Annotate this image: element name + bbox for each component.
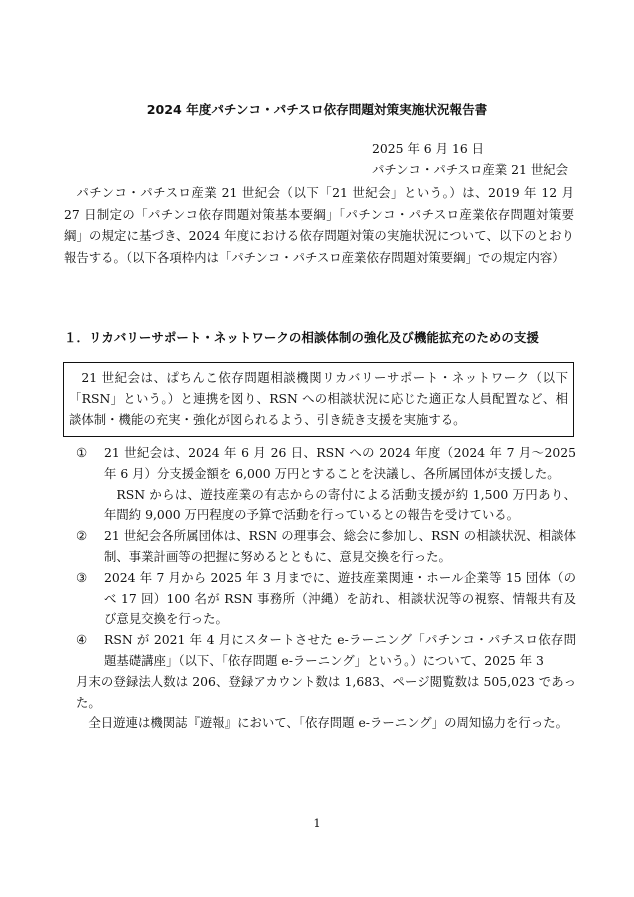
item-number: ④ — [76, 632, 88, 648]
item-number: ② — [76, 528, 88, 544]
guideline-box — [63, 362, 574, 437]
intro-paragraph: パチンコ・パチスロ産業 21 世紀会（以下「21 世紀会」という。）は、2019 年 12 月 27 日制定の「パチンコ依存問題対策基本要綱」「パチンコ・パチスロ産業依存問題対策要綱」の規定に基づき、2024 年度における依存問題対策の実施状況について、以下のとおり報告する。（以下各項枠内は「パチンコ・パチスロ産業依存問題対策要綱」での規定内容） — [64, 185, 574, 265]
guideline-text: 21 世紀会は、ぱちんこ依存問題相談機関リカバリーサポート・ネットワーク（以下「RSN」という。）と連携を図り、RSN への相談状況に応じた適正な人員配置など、相談体制・機能の充実・強化が図られるよう、引き続き支援を実施する。 — [69, 370, 568, 427]
section-1-heading: １．リカバリーサポート・ネットワークの相談体制の強化及び機能拡充のための支援 — [64, 330, 539, 345]
list-item — [76, 630, 576, 734]
list-item — [76, 526, 576, 568]
document-meta — [372, 138, 568, 180]
item-text: RSN が 2021 年 4 月にスタートさせた e-ラーニング「パチンコ・パチスロ依存問題基礎講座」（以下、「依存問題 e-ラーニング」という。）について、2025 年 3 — [104, 632, 576, 668]
implementation-list — [76, 443, 576, 734]
item-text: 21 世紀会各所属団体は、RSN の理事会、総会に参加し、RSN の相談状況、相談体制、事業計画等の把握に努めるとともに、意見交換を行った。 — [104, 528, 576, 564]
item-text: 21 世紀会は、2024 年 6 月 26 日、RSN への 2024 年度（2024 年 7 月～2025 年 6 月）分支援金額を 6,000 万円とすることを決議し、各所属団体が支援した。 — [104, 445, 576, 481]
item-continuation: RSN からは、遊技産業の有志からの寄付による活動支援が約 1,500 万円あり、年間約 9,000 万円程度の予算で活動を行っているとの報告を受けている。 — [104, 486, 576, 523]
organization-name: パチンコ・パチスロ産業 21 世紀会 — [372, 162, 568, 177]
list-item — [76, 568, 576, 630]
document-title: 2024 年度パチンコ・パチスロ依存問題対策実施状況報告書 — [146, 102, 488, 117]
page-number: 1 — [313, 816, 321, 830]
report-date: 2025 年 6 月 16 日 — [372, 141, 485, 156]
list-item — [76, 443, 576, 526]
item-number: ③ — [76, 569, 88, 585]
item-text: 2024 年 7 月から 2025 年 3 月までに、遊技産業関連・ホール企業等 15 団体（のべ 17 回）100 名が RSN 事務所（沖縄）を訪れ、相談状況等の視察、情報共有及び意見交換を行った。 — [104, 569, 576, 627]
item-continuation: 全日遊連は機関誌『遊報』において、「依存問題 e-ラーニング」の周知協力を行った。 — [88, 715, 568, 731]
item-number: ① — [76, 445, 88, 460]
item-text-wrap: 月末の登録法人数は 206、登録アカウント数は 1,683、ページ閲覧数は 505,023 であった。 — [76, 673, 576, 710]
